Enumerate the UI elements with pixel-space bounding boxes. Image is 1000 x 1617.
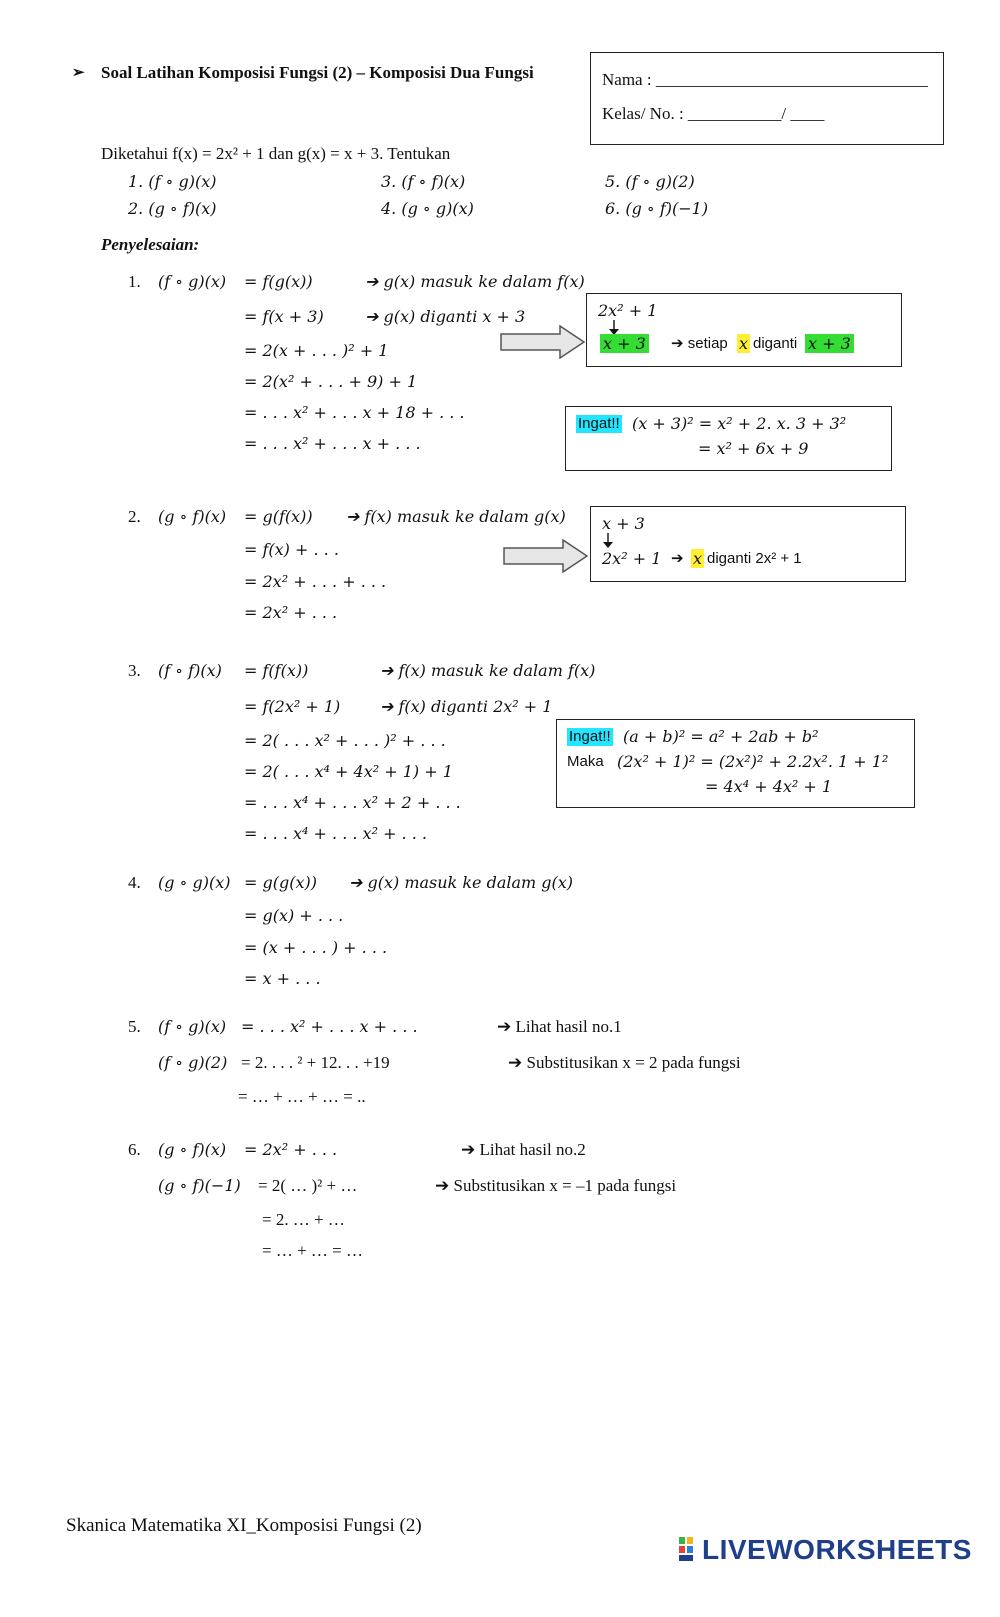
s1-note-2: ➔ g(x) diganti x + 3: [365, 307, 526, 326]
s3-line-4[interactable]: = 2( . . . x⁴ + 4x² + 1) + 1: [244, 762, 453, 781]
s3-ingat-line-c: = 4x⁴ + 4x² + 1: [705, 777, 833, 796]
question-6: 6. (g ∘ f)(−1): [605, 199, 709, 218]
s3-line-5[interactable]: = . . . x⁴ + . . . x² + 2 + . . .: [244, 793, 461, 812]
question-3: 3. (f ∘ f)(x): [381, 172, 466, 191]
s3-ingat-label: Ingat!!: [569, 728, 611, 745]
s2-box-note-b: diganti 2x² + 1: [707, 550, 802, 567]
s2-line-3[interactable]: = 2x² + . . . + . . .: [244, 572, 387, 591]
s1-ingat-line-b: = x² + 6x + 9: [698, 439, 809, 458]
s5-note-2: ➔ Substitusikan x = 2 pada fungsi: [508, 1053, 741, 1072]
s1-number: 1.: [128, 272, 141, 291]
s4-line-3[interactable]: = (x + . . . ) + . . .: [244, 938, 388, 957]
s6-line-2[interactable]: = 2( … )² + …: [258, 1176, 358, 1195]
s2-box-x: x: [693, 549, 703, 568]
s6-line-3[interactable]: = 2. … + …: [262, 1210, 345, 1229]
s2-number: 2.: [128, 507, 141, 526]
s3-lhs: (f ∘ f)(x): [158, 661, 222, 680]
s4-number: 4.: [128, 873, 141, 892]
bullet-icon: ➢: [72, 65, 85, 81]
s5-line-1[interactable]: = . . . x² + . . . x + . . .: [241, 1017, 418, 1036]
s3-maka-label: Maka: [567, 753, 604, 770]
s1-substitution-box: [586, 293, 902, 367]
s5-line-3[interactable]: = … + … + … = ..: [238, 1087, 366, 1106]
s2-lhs: (g ∘ f)(x): [158, 507, 227, 526]
s6-note-2: ➔ Substitusikan x = –1 pada fungsi: [435, 1176, 677, 1195]
s3-line-6[interactable]: = . . . x⁴ + . . . x² + . . .: [244, 824, 427, 843]
s5-lhs-2: (f ∘ g)(2): [158, 1053, 228, 1072]
s3-reminder-box: [556, 719, 915, 808]
s4-note-1: ➔ g(x) masuk ke dalam g(x): [349, 873, 574, 892]
question-5: 5. (f ∘ g)(2): [605, 172, 695, 191]
s1-line-3[interactable]: = 2(x + . . . )² + 1: [244, 341, 389, 360]
s5-number: 5.: [128, 1017, 141, 1036]
s1-reminder-box: [565, 406, 892, 471]
s5-lhs: (f ∘ g)(x): [158, 1017, 227, 1036]
s3-note-1: ➔ f(x) masuk ke dalam f(x): [380, 661, 596, 680]
s5-note-1: ➔ Lihat hasil no.1: [497, 1017, 622, 1036]
s6-line-4[interactable]: = … + … = …: [262, 1241, 364, 1260]
s1-line-6[interactable]: = . . . x² + . . . x + . . .: [244, 434, 421, 453]
s4-lhs: (g ∘ g)(x): [158, 873, 231, 892]
s2-box-note-a: ➔: [671, 550, 684, 567]
s3-note-2: ➔ f(x) diganti 2x² + 1: [380, 697, 553, 716]
s2-box-sub: 2x² + 1: [602, 549, 662, 568]
identity-box: [590, 52, 944, 145]
s3-ingat-line-a: (a + b)² = a² + 2ab + b²: [623, 727, 819, 746]
logo-text: LIVEWORKSHEETS: [702, 1534, 972, 1565]
s6-line-1: = 2x² + . . .: [244, 1140, 338, 1159]
s1-box-x: x: [739, 334, 749, 353]
s3-line-2: = f(2x² + 1): [244, 697, 341, 716]
s6-lhs: (g ∘ f)(x): [158, 1140, 227, 1159]
s1-ingat-line-a: (x + 3)² = x² + 2. x. 3 + 3²: [632, 414, 847, 433]
s6-lhs-2: (g ∘ f)(−1): [158, 1176, 241, 1195]
s1-box-sub: x + 3: [600, 334, 649, 353]
s2-block-arrow-icon: [503, 539, 589, 573]
logo-mark-icon: [678, 1536, 700, 1562]
problem-intro: Diketahui f(x) = 2x² + 1 dan g(x) = x + 3. Tentukan: [101, 144, 451, 163]
s3-ingat-line-b: (2x² + 1)² = (2x²)² + 2.2x². 1 + 1²: [617, 752, 889, 771]
s1-line-5[interactable]: = . . . x² + . . . x + 18 + . . .: [244, 403, 465, 422]
s2-box-top: x + 3: [602, 514, 645, 533]
kelas-field[interactable]: Kelas/ No. : ___________/ ____: [602, 104, 825, 123]
s3-line-3[interactable]: = 2( . . . x² + . . . )² + . . .: [244, 731, 446, 750]
s4-line-1: = g(g(x)): [244, 873, 317, 892]
s1-line-2: = f(x + 3): [244, 307, 324, 326]
s1-block-arrow-icon: [500, 325, 586, 359]
s1-note-1: ➔ g(x) masuk ke dalam f(x): [365, 272, 585, 291]
s2-line-1: = g(f(x)): [244, 507, 313, 526]
s1-box-sub2: x + 3: [805, 334, 854, 353]
s2-note-1: ➔ f(x) masuk ke dalam g(x): [346, 507, 566, 526]
s2-line-4[interactable]: = 2x² + . . .: [244, 603, 338, 622]
s3-line-1: = f(f(x)): [244, 661, 309, 680]
question-1: 1. (f ∘ g)(x): [128, 172, 217, 191]
footer-text: Skanica Matematika XI_Komposisi Fungsi (2): [66, 1515, 422, 1536]
s5-line-2[interactable]: = 2. . . . ² + 12. . . +19: [241, 1053, 390, 1072]
s4-line-4[interactable]: = x + . . .: [244, 969, 321, 988]
s1-line-1: = f(g(x)): [244, 272, 313, 291]
s1-box-note-b: diganti: [753, 335, 798, 352]
s2-down-arrow-icon: [603, 533, 613, 549]
solution-heading: Penyelesaian:: [101, 235, 200, 254]
s1-ingat-label: Ingat!!: [578, 415, 620, 432]
s1-box-top: 2x² + 1: [598, 301, 658, 320]
s6-number: 6.: [128, 1140, 141, 1159]
s1-box-note-a: ➔ setiap: [671, 335, 728, 352]
s1-line-4[interactable]: = 2(x² + . . . + 9) + 1: [244, 372, 418, 391]
nama-field[interactable]: Nama : ________________________________: [602, 70, 928, 89]
question-2: 2. (g ∘ f)(x): [128, 199, 217, 218]
s2-substitution-box: [590, 506, 906, 582]
s1-lhs: (f ∘ g)(x): [158, 272, 227, 291]
s4-line-2[interactable]: = g(x) + . . .: [244, 906, 344, 925]
question-4: 4. (g ∘ g)(x): [381, 199, 474, 218]
page-title: Soal Latihan Komposisi Fungsi (2) – Komposisi Dua Fungsi: [101, 63, 534, 82]
s6-note-1: ➔ Lihat hasil no.2: [461, 1140, 586, 1159]
s2-line-2[interactable]: = f(x) + . . .: [244, 540, 339, 559]
s3-number: 3.: [128, 661, 141, 680]
